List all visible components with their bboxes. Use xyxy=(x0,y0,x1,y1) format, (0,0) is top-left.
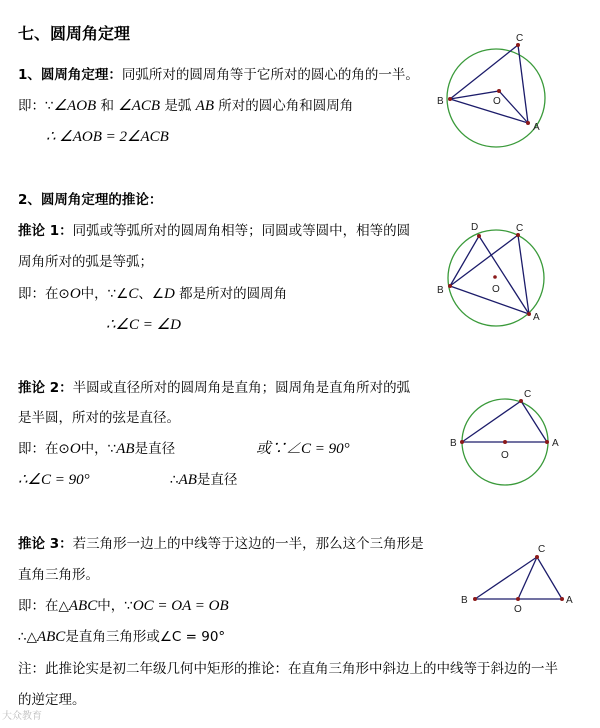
label-d: D xyxy=(471,222,479,233)
symbol-abc: ABC xyxy=(36,629,66,645)
explain-mid: 是弧 xyxy=(164,98,192,114)
point-b xyxy=(448,284,452,288)
equation: OC = OA = OB xyxy=(132,598,229,614)
label-o: O xyxy=(492,284,500,295)
corollary-3-line1 xyxy=(18,535,424,553)
label-b: B xyxy=(461,595,468,606)
point-a xyxy=(545,440,549,444)
label-b: B xyxy=(437,96,444,107)
point-c xyxy=(535,555,539,559)
symbol-ab: AB xyxy=(178,472,197,488)
figure-corollary-2 xyxy=(440,385,565,480)
theorem-text: 同弧所对的圆周角等于它所对的圆心的角的一半。 xyxy=(121,67,419,83)
point-a xyxy=(560,597,564,601)
text-b: 中，∵∠ xyxy=(80,286,129,302)
label-a: A xyxy=(566,595,573,606)
note-line1: 注：此推论实是初二年级几何中矩形的推论：在直角三角形中斜边上的中线等于斜边的一半 xyxy=(18,661,558,677)
label-c: C xyxy=(516,33,524,44)
point-a xyxy=(526,121,530,125)
label-a: A xyxy=(533,122,540,133)
and-word: 和 xyxy=(100,98,114,114)
corollary-2-line1 xyxy=(18,379,410,397)
label-o: O xyxy=(501,450,509,461)
corollary-2-line2: 是半圆，所对的弦是直径。 xyxy=(18,410,180,426)
symbol-d: D xyxy=(163,286,175,302)
angle-aob: ∠AOB xyxy=(53,98,97,114)
theorem-conclusion: ∴ ∠AOB = 2∠ACB xyxy=(46,129,169,145)
point-b xyxy=(460,440,464,444)
symbol-c: C xyxy=(128,286,139,302)
therefore-sign: ∴ xyxy=(170,472,179,488)
text-a: 即：在△ xyxy=(18,598,69,614)
point-o xyxy=(503,440,507,444)
point-o xyxy=(493,275,497,279)
corollary-1-line1 xyxy=(18,222,410,240)
text-tail: 是直角三角形或∠C = 90° xyxy=(65,629,226,645)
text-c: 是直径 xyxy=(134,441,176,457)
point-c xyxy=(519,399,523,403)
label-c: C xyxy=(524,389,532,400)
label-o: O xyxy=(514,604,522,615)
lines-c xyxy=(450,235,529,314)
side-lines xyxy=(475,557,562,599)
explain-tail: 所对的圆心角和圆周角 xyxy=(218,98,354,114)
section-title: 七、圆周角定理 xyxy=(18,24,131,43)
corollary-3-text: 若三角形一边上的中线等于这边的一半，那么这个三角形是 xyxy=(72,536,424,552)
point-d xyxy=(477,234,481,238)
corollary-2-explanation xyxy=(18,440,175,458)
theorem-heading: 1、圆周角定理： xyxy=(18,67,122,83)
symbol-o: O xyxy=(69,441,81,457)
label-c: C xyxy=(538,544,546,555)
point-o xyxy=(516,597,520,601)
corollary-2-conclusion-a: ∴∠C = 90° xyxy=(18,472,90,488)
point-b xyxy=(473,597,477,601)
corollary-2-alt-condition: 或∵∠C = 90° xyxy=(256,441,350,457)
lines-d xyxy=(450,236,529,314)
corollary-1-explanation xyxy=(18,285,287,303)
figure-inscribed-angle xyxy=(430,30,555,155)
corollary-2-text: 半圆或直径所对的圆周角是直角；圆周角是直角所对的弧 xyxy=(72,380,411,396)
theorem-explanation xyxy=(18,97,353,115)
chord-lines xyxy=(462,401,547,442)
note-line2: 的逆定理。 xyxy=(18,692,86,708)
figure-corollary-3 xyxy=(455,540,580,615)
corollary-1-text: 同弧或等弧所对的圆周角相等；同圆或等圆中，相等的圆 xyxy=(72,223,411,239)
text-c: 、∠ xyxy=(138,286,164,302)
point-a xyxy=(527,312,531,316)
text-tail: 是直径 xyxy=(196,472,238,488)
corollary-1-conclusion: ∴∠C = ∠D xyxy=(106,317,181,333)
corollary-2-conclusion-b xyxy=(170,471,237,489)
corollary-3-line2: 直角三角形。 xyxy=(18,567,99,583)
therefore-sign: ∴△ xyxy=(18,629,37,645)
symbol-abc: ABC xyxy=(68,598,98,614)
corollary-1-heading: 推论 1： xyxy=(18,223,73,239)
corollary-3-explanation xyxy=(18,597,229,615)
label-b: B xyxy=(437,285,444,296)
text-b: 中，∵ xyxy=(80,441,117,457)
text-a: 即：在⊙ xyxy=(18,441,70,457)
symbol-ab: AB xyxy=(116,441,135,457)
angle-acb: ∠ACB xyxy=(118,98,161,114)
label-c: C xyxy=(516,223,524,234)
point-o xyxy=(497,89,501,93)
label-b: B xyxy=(450,438,457,449)
theorem-statement xyxy=(18,66,419,84)
symbol-o: O xyxy=(69,286,81,302)
text-a: 即：在⊙ xyxy=(18,286,70,302)
corollary-3-heading: 推论 3： xyxy=(18,536,73,552)
arc-ab: AB xyxy=(195,98,214,114)
explain-prefix: 即：∵ xyxy=(18,98,54,114)
label-a: A xyxy=(552,438,559,449)
triangle-lines xyxy=(450,45,528,123)
corollary-section-heading: 2、圆周角定理的推论： xyxy=(18,192,163,208)
corollary-2-heading: 推论 2： xyxy=(18,380,73,396)
point-b xyxy=(448,97,452,101)
figure-corollary-1 xyxy=(430,218,555,333)
label-o: O xyxy=(493,96,501,107)
central-angle-lines xyxy=(450,91,528,123)
label-a: A xyxy=(533,312,540,323)
text-b: 中，∵ xyxy=(97,598,133,614)
corollary-3-conclusion xyxy=(18,628,225,646)
watermark: 大众教育 xyxy=(2,711,42,722)
text-d: 都是所对的圆周角 xyxy=(179,286,288,302)
corollary-1-line2: 周角所对的弧是等弧； xyxy=(18,254,153,270)
